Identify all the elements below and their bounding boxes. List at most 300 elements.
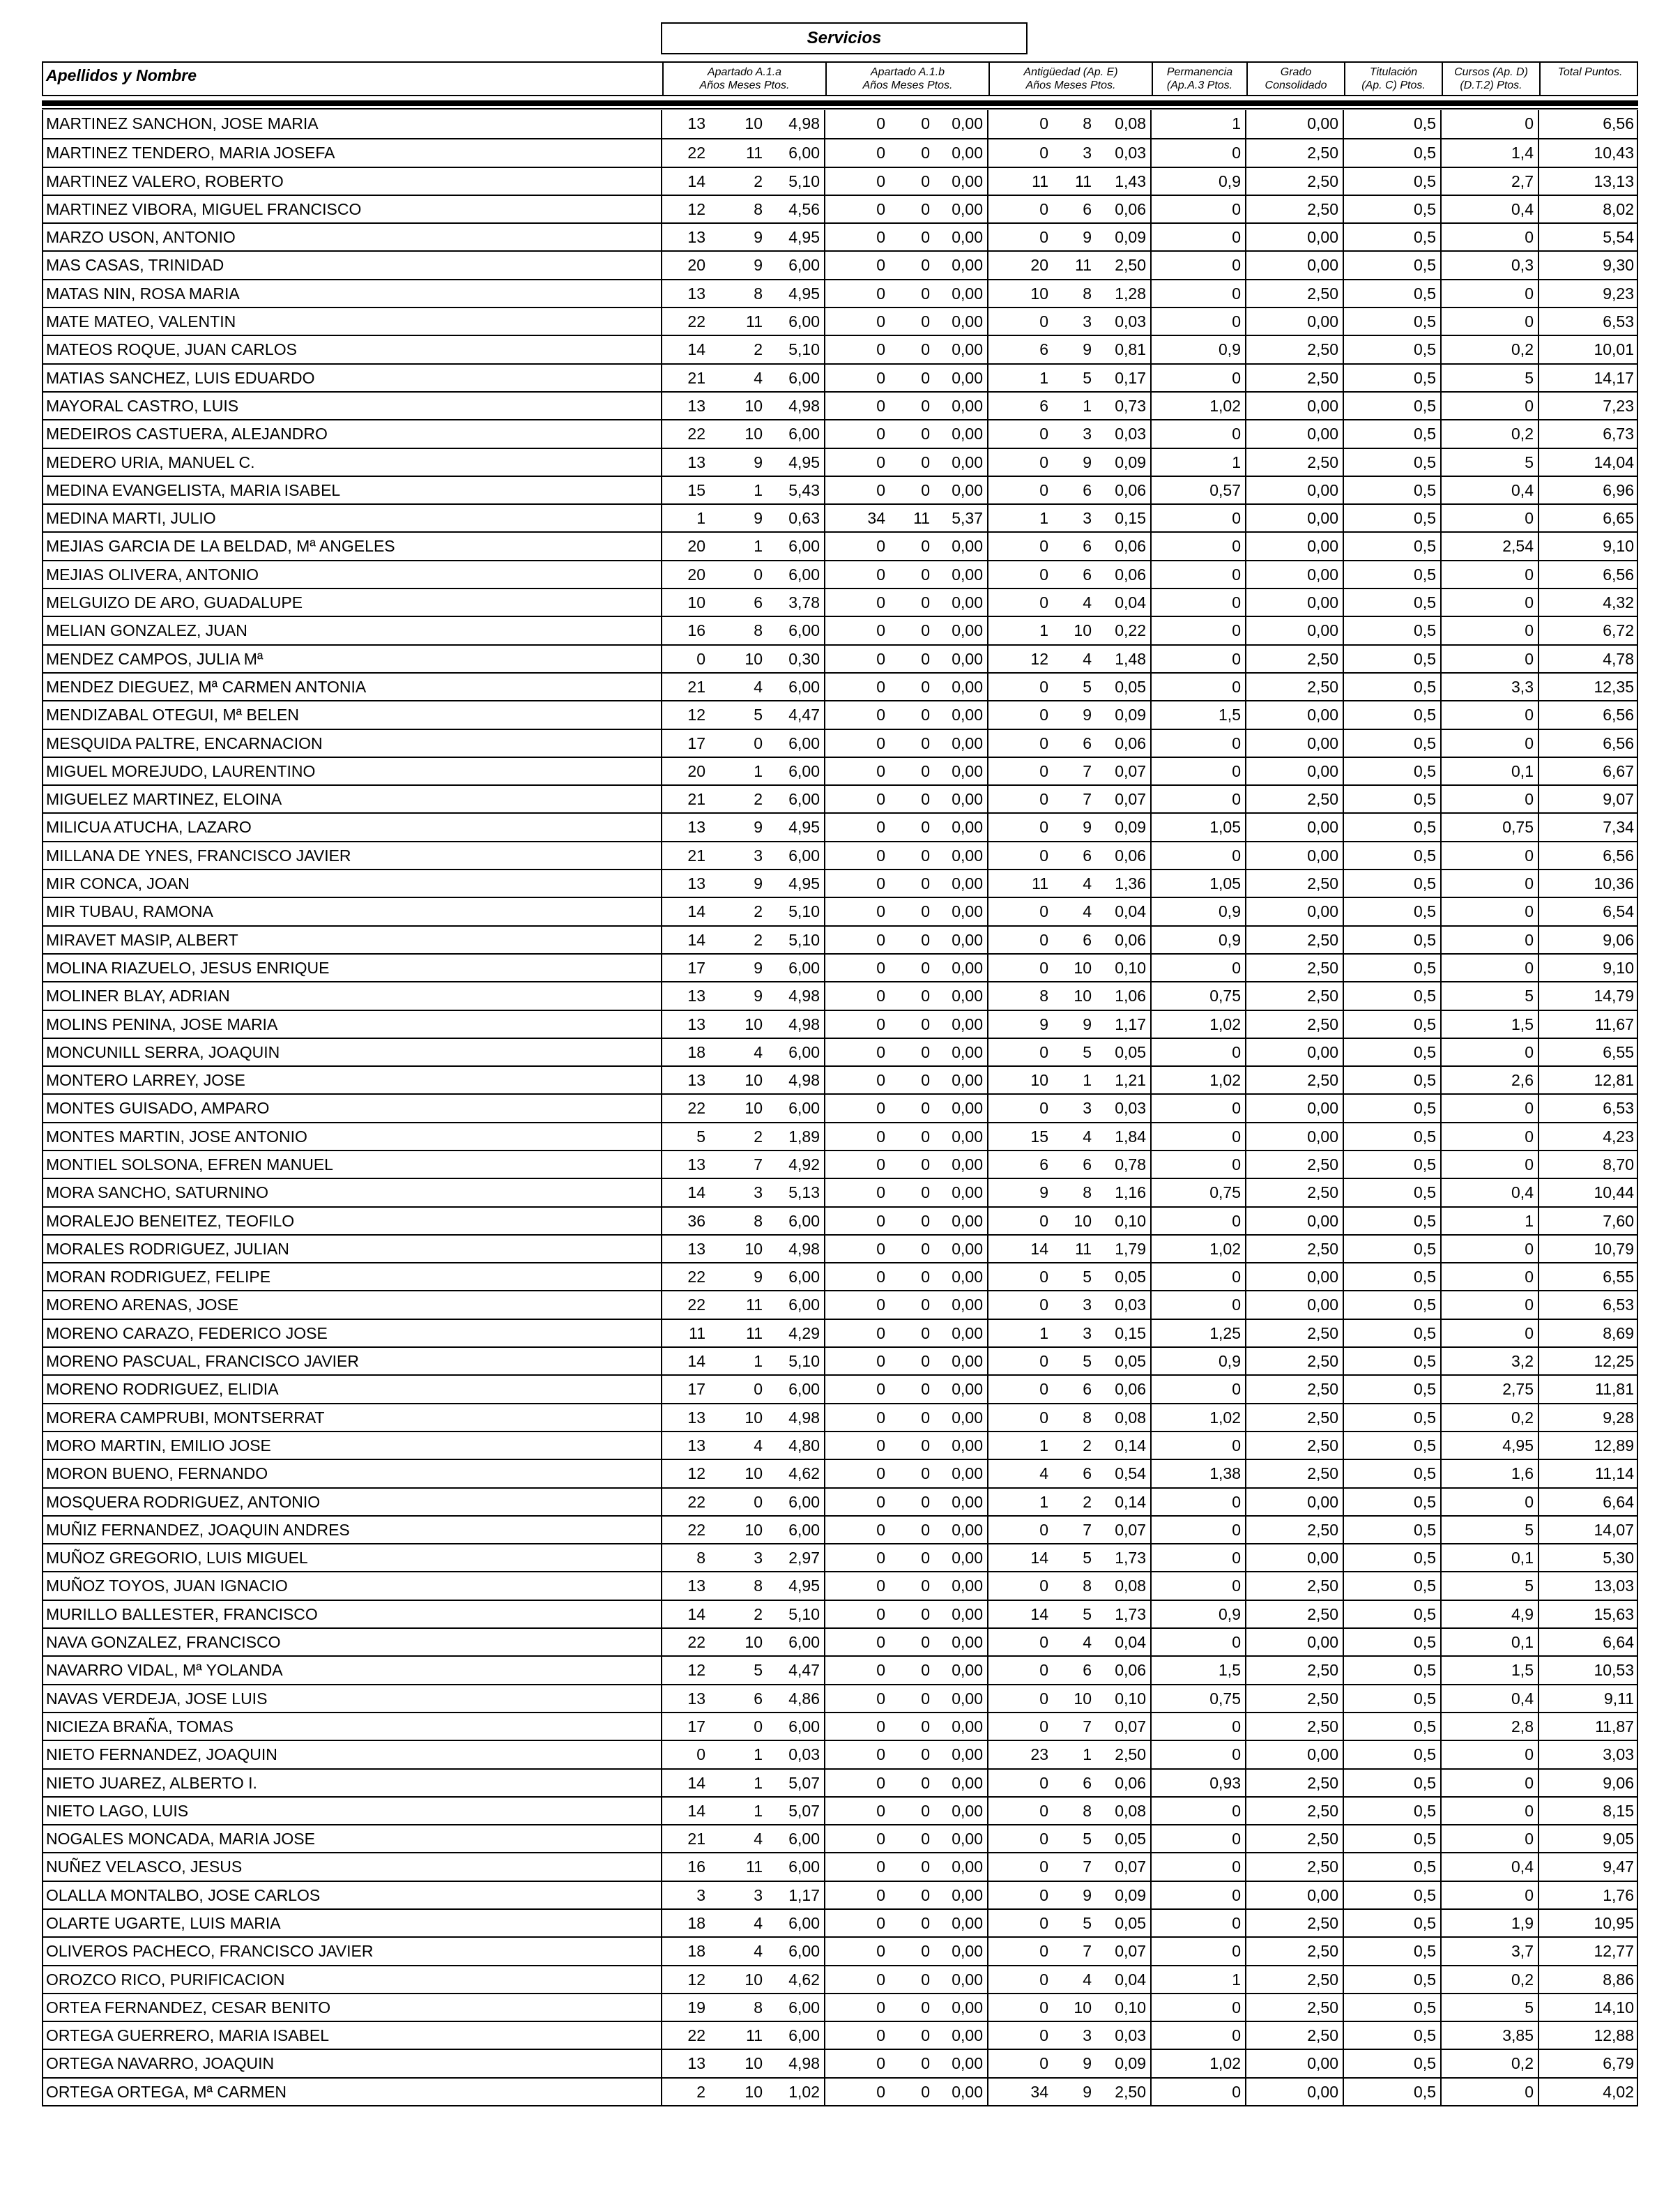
table-row (43, 700, 1637, 728)
cell-grado: 0,00 (1307, 761, 1338, 780)
cell-a1b-points: 0,00 (952, 1633, 983, 1652)
column-separator (1150, 730, 1152, 757)
cell-a1b-years: 0 (876, 1885, 885, 1904)
column-separator (1150, 1770, 1152, 1796)
column-separator (824, 1657, 825, 1683)
cell-antiguedad-months: 6 (1083, 199, 1092, 218)
column-separator (661, 1208, 662, 1234)
column-separator (661, 1517, 662, 1543)
cell-a1a-points: 5,43 (788, 480, 820, 499)
header-antiguedad-line1: Antigüedad (Ap. E) (1023, 66, 1118, 78)
cell-permanencia: 0 (1232, 199, 1241, 218)
column-separator (987, 1095, 988, 1121)
column-separator (1150, 758, 1152, 784)
column-separator (1150, 1853, 1152, 1880)
cell-a1a-points: 4,56 (788, 199, 820, 218)
cell-name: MARTINEZ VIBORA, MIGUEL FRANCISCO (46, 199, 362, 218)
cell-antiguedad-points: 0,09 (1115, 453, 1146, 471)
column-separator (1343, 1966, 1344, 1993)
cell-a1a-years: 14 (687, 340, 705, 359)
column-separator (1150, 1657, 1152, 1683)
cell-a1a-months: 10 (744, 2054, 763, 2073)
cell-titulacion: 0,5 (1414, 1914, 1436, 1932)
column-separator (987, 393, 988, 419)
column-separator (1150, 1994, 1152, 2021)
cell-antiguedad-points: 0,06 (1115, 1380, 1146, 1399)
cell-permanencia: 1,02 (1209, 1239, 1241, 1258)
cell-antiguedad-years: 0 (1039, 1520, 1048, 1539)
cell-antiguedad-points: 0,05 (1115, 1042, 1146, 1061)
column-separator (1245, 758, 1246, 784)
cell-permanencia: 0 (1232, 537, 1241, 556)
cell-a1b-years: 0 (876, 1127, 885, 1146)
column-separator (987, 1123, 988, 1150)
cell-a1a-months: 10 (744, 1464, 763, 1483)
cell-cursos: 3,7 (1511, 1942, 1534, 1961)
cell-antiguedad-months: 5 (1083, 1352, 1092, 1371)
cell-grado: 2,50 (1307, 1071, 1338, 1090)
column-separator (824, 365, 825, 391)
cell-antiguedad-months: 3 (1083, 425, 1092, 443)
column-separator (661, 842, 662, 869)
cell-a1a-years: 14 (687, 930, 705, 949)
cell-antiguedad-points: 0,09 (1115, 1885, 1146, 1904)
cell-titulacion: 0,5 (1414, 228, 1436, 247)
cell-a1b-months: 0 (921, 1830, 930, 1848)
cell-a1b-years: 0 (876, 1830, 885, 1848)
column-separator (1150, 1011, 1152, 1038)
table-row (43, 1319, 1637, 1346)
cell-titulacion: 0,5 (1414, 1717, 1436, 1736)
cell-a1b-points: 0,00 (952, 396, 983, 415)
cell-a1a-years: 22 (687, 2026, 705, 2045)
cell-antiguedad-points: 0,09 (1115, 228, 1146, 247)
column-separator (1343, 701, 1344, 728)
cell-a1a-points: 0,63 (788, 509, 820, 528)
cell-a1b-years: 0 (876, 1604, 885, 1623)
cell-a1a-years: 17 (687, 1717, 705, 1736)
cell-total: 14,04 (1594, 453, 1634, 471)
column-separator (1538, 420, 1539, 447)
cell-grado: 2,50 (1307, 284, 1338, 303)
cell-antiguedad-years: 0 (1039, 480, 1048, 499)
cell-a1b-points: 0,00 (952, 368, 983, 387)
column-separator (1440, 955, 1442, 981)
column-separator (1150, 505, 1152, 531)
column-separator (1538, 139, 1539, 166)
cell-a1a-points: 6,00 (788, 1520, 820, 1539)
cell-a1a-years: 12 (687, 1661, 705, 1680)
column-separator (987, 786, 988, 812)
column-separator (1245, 1039, 1246, 1065)
column-separator (1343, 814, 1344, 840)
cell-total: 9,06 (1603, 930, 1634, 949)
column-separator (824, 1067, 825, 1093)
cell-a1a-points: 6,00 (788, 144, 820, 162)
cell-cursos: 0 (1525, 1801, 1534, 1820)
cell-permanencia: 0 (1232, 790, 1241, 809)
column-separator (1440, 1039, 1442, 1065)
cell-antiguedad-points: 0,07 (1115, 1858, 1146, 1876)
column-separator (987, 1236, 988, 1262)
cell-a1b-years: 0 (876, 1717, 885, 1736)
column-separator (1538, 1713, 1539, 1740)
cell-total: 6,96 (1603, 480, 1634, 499)
cell-antiguedad-months: 8 (1083, 1183, 1092, 1202)
cell-a1b-months: 0 (921, 1914, 930, 1932)
column-separator (1343, 870, 1344, 897)
column-separator (1343, 982, 1344, 1009)
cell-a1a-years: 17 (687, 734, 705, 752)
cell-grado: 2,50 (1307, 1830, 1338, 1848)
cell-cursos: 0 (1525, 565, 1534, 584)
column-separator (824, 786, 825, 812)
cell-name: MIGUEL MOREJUDO, LAURENTINO (46, 761, 316, 780)
column-separator (1245, 1741, 1246, 1768)
cell-a1a-years: 20 (687, 256, 705, 275)
column-separator (987, 730, 988, 757)
column-separator (824, 1179, 825, 1206)
column-separator (1150, 1825, 1152, 1852)
cell-antiguedad-months: 8 (1083, 1801, 1092, 1820)
cell-a1a-months: 10 (744, 1408, 763, 1427)
cell-a1a-months: 4 (754, 1914, 763, 1932)
cell-name: MARTINEZ SANCHON, JOSE MARIA (46, 114, 319, 132)
cell-a1b-months: 0 (921, 874, 930, 893)
column-separator (1150, 477, 1152, 503)
cell-permanencia: 1,5 (1219, 1661, 1241, 1680)
column-separator (1245, 898, 1246, 925)
cell-a1a-years: 22 (687, 1633, 705, 1652)
cell-antiguedad-months: 7 (1083, 1717, 1092, 1736)
cell-titulacion: 0,5 (1414, 2026, 1436, 2045)
column-separator (1150, 196, 1152, 222)
cell-cursos: 0 (1525, 1099, 1534, 1118)
cell-titulacion: 0,5 (1414, 256, 1436, 275)
column-separator (987, 1179, 988, 1206)
cell-a1a-points: 5,07 (788, 1801, 820, 1820)
cell-a1a-points: 6,00 (788, 537, 820, 556)
column-separator (1440, 1544, 1442, 1571)
cell-a1b-months: 0 (921, 761, 930, 780)
cell-a1b-points: 0,00 (952, 1323, 983, 1342)
cell-name: OROZCO RICO, PURIFICACION (46, 1970, 285, 1989)
cell-a1b-months: 0 (921, 1633, 930, 1652)
column-separator (661, 786, 662, 812)
cell-a1a-months: 1 (754, 1745, 763, 1764)
cell-antiguedad-points: 0,03 (1115, 425, 1146, 443)
cell-antiguedad-points: 0,05 (1115, 677, 1146, 696)
column-separator (1150, 1348, 1152, 1374)
column-separator (987, 139, 988, 166)
column-separator (1440, 1432, 1442, 1459)
column-separator (1245, 1095, 1246, 1121)
cell-antiguedad-points: 0,07 (1115, 790, 1146, 809)
cell-grado: 2,50 (1307, 1323, 1338, 1342)
cell-antiguedad-years: 0 (1039, 1268, 1048, 1286)
cell-total: 6,56 (1603, 565, 1634, 584)
column-separator (1343, 1713, 1344, 1740)
cell-titulacion: 0,5 (1414, 902, 1436, 921)
column-separator (1245, 168, 1246, 195)
cell-a1b-points: 0,00 (952, 987, 983, 1005)
cell-permanencia: 1,38 (1209, 1464, 1241, 1483)
column-separator (1343, 1770, 1344, 1796)
column-separator (824, 2050, 825, 2076)
column-separator (987, 1067, 988, 1093)
column-separator (1440, 280, 1442, 307)
cell-a1a-years: 13 (687, 1577, 705, 1595)
cell-grado: 2,50 (1307, 340, 1338, 359)
column-separator (987, 1966, 988, 1993)
column-separator (1343, 561, 1344, 588)
table-row (43, 1965, 1637, 1993)
column-separator (824, 1966, 825, 1993)
cell-a1b-points: 0,00 (952, 1520, 983, 1539)
column-separator (824, 561, 825, 588)
cell-grado: 2,50 (1307, 987, 1338, 1005)
table-row (43, 784, 1637, 812)
cell-a1a-months: 11 (746, 2026, 763, 2045)
cell-a1a-months: 3 (754, 1885, 763, 1904)
cell-cursos: 5 (1525, 987, 1534, 1005)
cell-a1b-points: 0,00 (952, 677, 983, 696)
cell-antiguedad-points: 1,84 (1115, 1127, 1146, 1146)
cell-antiguedad-years: 1 (1039, 509, 1048, 528)
cell-cursos: 0,2 (1511, 1408, 1534, 1427)
cell-a1b-points: 0,00 (952, 1801, 983, 1820)
cell-titulacion: 0,5 (1414, 312, 1436, 331)
column-separator (1343, 1798, 1344, 1824)
cell-titulacion: 0,5 (1414, 1998, 1436, 2017)
cell-titulacion: 0,5 (1414, 818, 1436, 837)
cell-antiguedad-points: 0,06 (1115, 480, 1146, 499)
cell-permanencia: 0,9 (1219, 172, 1241, 190)
cell-a1a-months: 1 (754, 1801, 763, 1820)
column-separator (1538, 1994, 1539, 2021)
column-separator (1538, 1208, 1539, 1234)
column-separator (1245, 1657, 1246, 1683)
column-separator (1538, 505, 1539, 531)
cell-permanencia: 1,02 (1209, 396, 1241, 415)
cell-a1b-months: 0 (921, 902, 930, 921)
cell-antiguedad-months: 9 (1083, 706, 1092, 724)
table-row (43, 1234, 1637, 1262)
cell-permanencia: 0 (1232, 761, 1241, 780)
cell-antiguedad-years: 6 (1039, 340, 1048, 359)
cell-permanencia: 0 (1232, 1633, 1241, 1652)
cell-name: MAS CASAS, TRINIDAD (46, 256, 224, 275)
cell-total: 7,60 (1603, 1211, 1634, 1230)
column-separator (1245, 1938, 1246, 1964)
column-separator (1538, 870, 1539, 897)
column-separator (1538, 1123, 1539, 1150)
cell-antiguedad-years: 0 (1039, 1352, 1048, 1371)
cell-antiguedad-months: 6 (1083, 1773, 1092, 1792)
cell-a1a-months: 4 (754, 677, 763, 696)
column-separator (1150, 308, 1152, 335)
column-separator (1150, 2050, 1152, 2076)
cell-grado: 2,50 (1307, 1604, 1338, 1623)
column-separator (1245, 1685, 1246, 1712)
cell-a1a-months: 3 (754, 1549, 763, 1567)
column-separator (1245, 842, 1246, 869)
cell-a1a-years: 14 (687, 1604, 705, 1623)
cell-titulacion: 0,5 (1414, 930, 1436, 949)
column-separator (1538, 758, 1539, 784)
cell-titulacion: 0,5 (1414, 1858, 1436, 1876)
cell-a1a-months: 4 (754, 1436, 763, 1455)
cell-titulacion: 0,5 (1414, 172, 1436, 190)
table-row (43, 335, 1637, 363)
cell-cursos: 4,95 (1502, 1436, 1534, 1455)
column-separator (1150, 1685, 1152, 1712)
scores-table-body (42, 110, 1638, 2106)
column-separator (824, 336, 825, 363)
table-row (43, 588, 1637, 616)
cell-titulacion: 0,5 (1414, 1520, 1436, 1539)
column-separator (1343, 336, 1344, 363)
cell-grado: 2,50 (1307, 2026, 1338, 2045)
column-separator (1440, 533, 1442, 559)
cell-a1a-years: 22 (687, 1099, 705, 1118)
cell-a1a-months: 1 (754, 1773, 763, 1792)
cell-a1b-months: 0 (921, 199, 930, 218)
cell-a1a-points: 6,00 (788, 1268, 820, 1286)
cell-permanencia: 0 (1232, 846, 1241, 865)
cell-antiguedad-points: 0,54 (1115, 1464, 1146, 1483)
table-row (43, 250, 1637, 278)
cell-total: 9,06 (1603, 1773, 1634, 1792)
cell-antiguedad-months: 9 (1083, 453, 1092, 471)
column-separator (1440, 982, 1442, 1009)
cell-total: 12,35 (1594, 677, 1634, 696)
cell-a1b-months: 0 (921, 1577, 930, 1595)
cell-a1a-years: 10 (687, 593, 705, 612)
cell-a1a-months: 1 (754, 761, 763, 780)
cell-grado: 0,00 (1307, 1549, 1338, 1567)
column-separator (824, 168, 825, 195)
cell-cursos: 0 (1525, 1885, 1534, 1904)
column-separator (987, 2050, 988, 2076)
cell-total: 6,53 (1603, 1296, 1634, 1314)
cell-a1a-points: 6,00 (788, 1633, 820, 1652)
cell-titulacion: 0,5 (1414, 621, 1436, 640)
column-separator (1440, 336, 1442, 363)
column-separator (1538, 252, 1539, 278)
cell-grado: 0,00 (1307, 1211, 1338, 1230)
column-separator (1245, 139, 1246, 166)
cell-total: 6,54 (1603, 902, 1634, 921)
cell-a1b-years: 0 (876, 1633, 885, 1652)
cell-a1a-years: 13 (687, 453, 705, 471)
table-row (43, 1740, 1637, 1768)
cell-total: 6,64 (1603, 1492, 1634, 1511)
cell-name: NAVAS VERDEJA, JOSE LUIS (46, 1689, 268, 1708)
cell-a1b-years: 0 (876, 340, 885, 359)
cell-a1a-points: 6,00 (788, 1042, 820, 1061)
cell-antiguedad-years: 0 (1039, 453, 1048, 471)
table-row (43, 1150, 1637, 1178)
cell-grado: 2,50 (1307, 1464, 1338, 1483)
cell-a1a-points: 4,98 (788, 114, 820, 132)
column-separator (824, 1713, 825, 1740)
cell-a1b-months: 0 (921, 1183, 930, 1202)
cell-grado: 0,00 (1307, 706, 1338, 724)
cell-name: MIGUELEZ MARTINEZ, ELOINA (46, 790, 282, 809)
cell-cursos: 1,5 (1511, 1015, 1534, 1033)
cell-a1a-months: 2 (754, 930, 763, 949)
column-separator (1440, 1938, 1442, 1964)
column-separator (1150, 449, 1152, 476)
column-separator (1538, 1432, 1539, 1459)
column-separator (824, 1910, 825, 1936)
cell-grado: 2,50 (1307, 649, 1338, 668)
cell-permanencia: 0 (1232, 368, 1241, 387)
cell-grado: 2,50 (1307, 1801, 1338, 1820)
cell-a1b-months: 0 (921, 2054, 930, 2073)
cell-name: MEJIAS OLIVERA, ANTONIO (46, 565, 259, 584)
table-row (43, 560, 1637, 588)
column-separator (1245, 420, 1246, 447)
cell-a1b-months: 0 (921, 1520, 930, 1539)
cell-total: 9,10 (1603, 958, 1634, 977)
column-separator (1245, 449, 1246, 476)
cell-a1b-years: 0 (876, 593, 885, 612)
header-name-line1: Apellidos y Nombre (46, 66, 197, 84)
cell-a1b-months: 0 (921, 1745, 930, 1764)
column-separator (1538, 393, 1539, 419)
cell-antiguedad-points: 0,14 (1115, 1492, 1146, 1511)
cell-a1a-years: 14 (687, 902, 705, 921)
column-separator (1245, 1320, 1246, 1346)
cell-titulacion: 0,5 (1414, 649, 1436, 668)
cell-a1b-points: 0,00 (952, 621, 983, 640)
cell-titulacion: 0,5 (1414, 1885, 1436, 1904)
cell-titulacion: 0,5 (1414, 790, 1436, 809)
cell-cursos: 0 (1525, 228, 1534, 247)
table-row (43, 841, 1637, 869)
cell-antiguedad-years: 0 (1039, 144, 1048, 162)
cell-antiguedad-points: 1,79 (1115, 1239, 1146, 1258)
column-separator (661, 730, 662, 757)
cell-antiguedad-years: 0 (1039, 1211, 1048, 1230)
column-separator (1150, 1208, 1152, 1234)
header-apartado-a1b-line2: Años Meses Ptos. (862, 79, 953, 91)
cell-a1b-years: 0 (876, 818, 885, 837)
cell-name: MESQUIDA PALTRE, ENCARNACION (46, 734, 323, 752)
cell-antiguedad-years: 0 (1039, 312, 1048, 331)
column-separator (1245, 280, 1246, 307)
column-separator (1538, 1236, 1539, 1262)
cell-titulacion: 0,5 (1414, 1492, 1436, 1511)
column-separator (1150, 927, 1152, 953)
cell-total: 6,72 (1603, 621, 1634, 640)
cell-grado: 0,00 (1307, 1127, 1338, 1146)
cell-a1a-months: 10 (744, 1633, 763, 1652)
cell-cursos: 2,8 (1511, 1717, 1534, 1736)
cell-total: 4,78 (1603, 649, 1634, 668)
column-separator (1245, 1629, 1246, 1655)
cell-a1a-months: 10 (744, 114, 763, 132)
column-separator (1343, 1039, 1344, 1065)
column-separator (1538, 2079, 1539, 2105)
cell-antiguedad-months: 3 (1083, 1296, 1092, 1314)
cell-a1b-points: 0,00 (952, 565, 983, 584)
column-separator (1150, 1039, 1152, 1065)
column-separator (1538, 1770, 1539, 1796)
header-cursos-line2: (D.T.2) Ptos. (1460, 79, 1522, 91)
